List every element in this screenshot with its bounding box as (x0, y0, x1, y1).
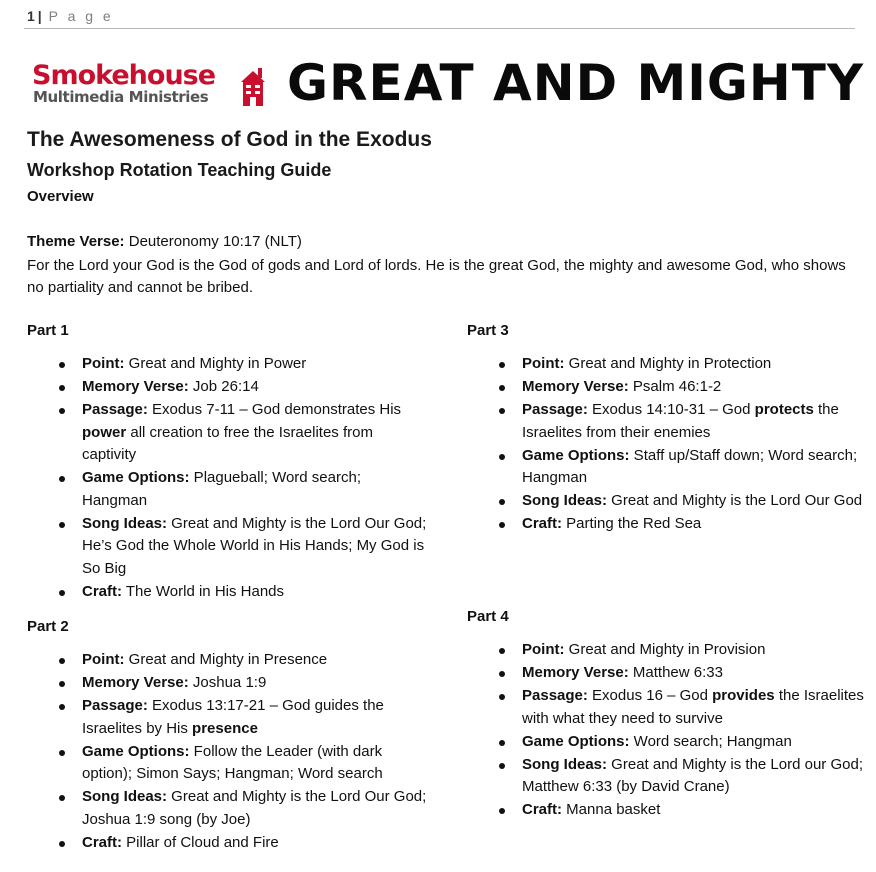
bullet-icon (59, 522, 65, 528)
bullet-icon (59, 704, 65, 710)
item-label: Passage: (522, 401, 588, 418)
logo-line-1: Smokehouse (32, 60, 216, 91)
item-value: Follow the Leader (with dark option); Simon Says; Hangman; Word search (82, 742, 383, 782)
bullet-icon (59, 681, 65, 687)
list-item (467, 445, 867, 490)
header-separator: | (37, 8, 42, 24)
list-item (27, 695, 427, 740)
item-label: Craft: (522, 801, 562, 818)
item-value: Matthew 6:33 (628, 664, 723, 681)
list-item (27, 649, 427, 672)
item-label: Game Options: (82, 742, 190, 760)
bullet-icon (499, 694, 505, 700)
part-title: Part 1 (27, 322, 69, 339)
item-label: Song Ideas: (82, 514, 168, 532)
page-word: P a g e (48, 8, 114, 24)
item-value: Staff up/Staff down; Word search; Hangman (522, 446, 858, 486)
bullet-icon (59, 476, 65, 482)
item-label: Point: (82, 651, 125, 668)
bullet-icon (499, 740, 505, 746)
list-item (467, 731, 867, 754)
item-value: Exodus 13:17-21 – God guides the Israelites by His (82, 697, 384, 737)
bullet-icon (59, 795, 65, 801)
item-value: Job 26:14 (188, 378, 259, 395)
bullet-icon (499, 385, 505, 391)
bullet-icon (499, 648, 505, 654)
bullet-icon (499, 808, 505, 814)
document-subtitle: Workshop Rotation Teaching Guide (27, 160, 332, 180)
item-value: the Israelites from their enemies (522, 401, 839, 441)
bullet-icon (59, 385, 65, 391)
part-1 (27, 321, 427, 604)
item-label: Passage: (82, 697, 148, 714)
header-rule (24, 28, 855, 29)
list-item (467, 754, 867, 799)
bullet-icon (499, 362, 505, 368)
theme-verse (27, 233, 302, 250)
item-label: Point: (522, 641, 565, 658)
list-item (467, 353, 867, 376)
item-value: Parting the Red Sea (562, 515, 702, 532)
item-value: all creation to free the Israelites from captivity (82, 423, 373, 463)
list-item (467, 513, 867, 536)
item-emphasis: protects (754, 401, 814, 418)
item-label: Craft: (82, 582, 122, 600)
list-item (27, 581, 427, 604)
item-value: Exodus 7-11 – God demonstrates His (147, 401, 402, 418)
smokehouse-icon (240, 66, 266, 106)
item-label: Memory Verse: (82, 378, 189, 395)
item-value: Pillar of Cloud and Fire (122, 833, 279, 851)
item-emphasis: power (82, 423, 127, 441)
part-title: Part 3 (467, 322, 509, 339)
bullet-icon (499, 671, 505, 677)
list-item (27, 672, 427, 695)
item-label: Song Ideas: (82, 788, 168, 805)
item-value: Great and Mighty in Provision (564, 641, 766, 658)
section-heading: Overview (27, 188, 94, 205)
part-list (27, 353, 427, 603)
item-value: Exodus 16 – God (587, 687, 713, 704)
part-list (27, 649, 427, 854)
item-emphasis: presence (192, 719, 258, 737)
bullet-icon (499, 408, 505, 414)
list-item (27, 786, 427, 831)
bullet-icon (59, 362, 65, 368)
logo-line-2: Multimedia Ministries (33, 88, 209, 106)
item-emphasis: provides (712, 687, 775, 704)
bullet-icon (499, 763, 505, 769)
theme-verse-reference: Deuteronomy 10:17 (NLT) (124, 233, 302, 250)
list-item (467, 399, 867, 444)
item-label: Game Options: (522, 732, 630, 750)
item-label: Song Ideas: (522, 755, 608, 773)
item-label: Craft: (82, 833, 122, 851)
list-item (27, 353, 427, 376)
item-value: Great and Mighty is the Lord Our God; He’s God the Whole World in His Hands; My God is So Big (82, 514, 427, 577)
item-label: Memory Verse: (522, 378, 629, 395)
item-label: Memory Verse: (82, 674, 189, 691)
item-value: Great and Mighty in Power (124, 355, 307, 372)
list-item (467, 685, 867, 730)
part-3 (467, 321, 867, 536)
item-label: Game Options: (522, 446, 630, 464)
item-label: Passage: (82, 401, 148, 418)
bullet-icon (59, 750, 65, 756)
list-item (27, 741, 427, 786)
item-value: Great and Mighty in Protection (564, 355, 772, 372)
theme-verse-text: For the Lord your God is the God of gods and Lord of lords. He is the great God, the mighty and awesome God, who shows no partiality and cannot be bribed. (27, 257, 846, 296)
list-item (467, 376, 867, 399)
bullet-icon (59, 408, 65, 414)
bullet-icon (499, 499, 505, 505)
item-value: Word search; Hangman (629, 732, 792, 750)
item-value: the Israelites with what they need to survive (522, 687, 864, 727)
item-value: The World in His Hands (122, 582, 285, 600)
list-item (27, 832, 427, 855)
list-item (27, 513, 427, 581)
part-title: Part 4 (467, 608, 509, 625)
item-label: Memory Verse: (522, 664, 629, 681)
item-value: Exodus 14:10-31 – God (587, 401, 755, 418)
page-header (27, 8, 114, 24)
bullet-icon (59, 658, 65, 664)
item-value: Psalm 46:1-2 (628, 378, 722, 395)
item-value: Great and Mighty is the Lord Our God; Joshua 1:9 song (by Joe) (82, 788, 427, 828)
bullet-icon (499, 454, 505, 460)
part-4 (467, 607, 867, 822)
list-item (467, 490, 867, 513)
item-label: Point: (522, 355, 565, 372)
part-list (467, 639, 867, 822)
item-label: Craft: (522, 515, 562, 532)
part-title: Part 2 (27, 618, 69, 635)
item-value: Plagueball; Word search; Hangman (82, 469, 361, 509)
list-item (467, 799, 867, 822)
item-value: Joshua 1:9 (188, 674, 267, 691)
item-label: Point: (82, 355, 125, 372)
banner-title: GREAT AND MIGHTY (287, 54, 865, 112)
item-label: Game Options: (82, 469, 190, 486)
part-list (467, 353, 867, 536)
bullet-icon (499, 522, 505, 528)
item-label: Passage: (522, 687, 588, 704)
smokehouse-logo (32, 62, 268, 110)
list-item (27, 376, 427, 399)
list-item (27, 399, 427, 467)
item-label: Song Ideas: (522, 492, 608, 509)
list-item (467, 639, 867, 662)
part-2 (27, 617, 427, 855)
bullet-icon (59, 841, 65, 847)
list-item (467, 662, 867, 685)
document-title: The Awesomeness of God in the Exodus (27, 128, 432, 151)
list-item (27, 467, 427, 512)
item-value: Manna basket (562, 801, 661, 818)
item-value: Great and Mighty is the Lord Our God (607, 492, 863, 509)
bullet-icon (59, 590, 65, 596)
page-number: 1 (27, 8, 35, 24)
theme-verse-label: Theme Verse: (27, 233, 125, 250)
item-value: Great and Mighty in Presence (124, 651, 328, 668)
item-value: Great and Mighty is the Lord our God; Matthew 6:33 (by David Crane) (522, 755, 863, 795)
